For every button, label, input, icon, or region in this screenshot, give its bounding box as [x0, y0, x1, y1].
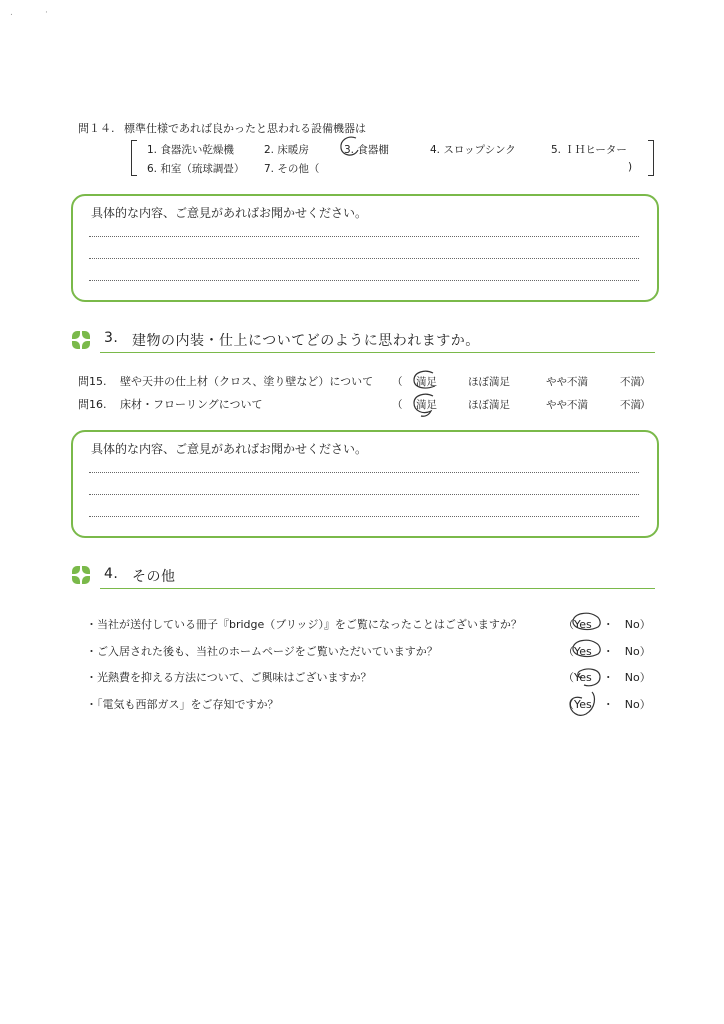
section-3-rule [100, 352, 655, 353]
handwritten-circle-mark [409, 391, 443, 419]
other-answer-1[interactable]: （Yes ・ No） [563, 618, 651, 631]
handwritten-circle-mark [409, 368, 443, 392]
section-3-title: 建物の内装・仕上についてどのように思われますか。 [132, 333, 480, 349]
other-answer-4[interactable]: （Yes ・ No） [563, 698, 651, 711]
q16-text: 床材・フローリングについて [120, 398, 263, 411]
q16-choice-dissatisfied[interactable]: 不満 [620, 399, 641, 411]
q16-open: （ [392, 399, 403, 411]
clover-leaf-icon [72, 576, 80, 584]
q14-option-4[interactable]: 4. スロップシンク [430, 144, 516, 156]
other-question-1: ・当社が送付している冊子『bridge（ブリッジ）』をご覧になったことはございますか？ [86, 618, 522, 631]
other-question-2: ・ご入居された後も、当社のホームページをご覧いただいていますか？ [86, 645, 438, 658]
q16-choice-mostly-satisfied[interactable]: ほぼ満足 [468, 399, 510, 411]
q14-option-3[interactable]: 3. 食器棚 [344, 144, 389, 156]
comment-line [89, 236, 639, 237]
clover-leaf-icon [82, 566, 90, 574]
q15-choice-mostly-satisfied[interactable]: ほぼ満足 [468, 376, 510, 388]
comment-line [89, 472, 639, 473]
other-question-3: ・光熱費を抑える方法について、ご興味はございますか？ [86, 671, 372, 684]
q15-open: （ [392, 376, 403, 388]
q14-bracket-right [648, 140, 654, 176]
comment-line [89, 280, 639, 281]
clover-leaf-icon [82, 341, 90, 349]
q14-bracket-left [131, 140, 137, 176]
q15-choice-satisfied[interactable]: 満足 [416, 376, 437, 388]
section-4-number: 4. [104, 566, 119, 582]
q14-option-7-close: ) [628, 161, 633, 173]
clover-leaf-icon [82, 576, 90, 584]
q15-label: 問15. [78, 375, 107, 388]
q15-choice-dissatisfied[interactable]: 不満 [620, 376, 641, 388]
clover-leaf-icon [72, 566, 80, 574]
comment-box-1[interactable] [71, 194, 659, 302]
other-answer-3[interactable]: （Yes ・ No） [563, 671, 651, 684]
section-4-title: その他 [132, 569, 176, 585]
comment-line [89, 258, 639, 259]
comment-box-2[interactable] [71, 430, 659, 538]
handwritten-circle-mark [566, 610, 606, 634]
corner-mark: . [10, 8, 13, 18]
q14-option-1[interactable]: 1. 食器洗い乾燥機 [147, 144, 234, 156]
q14-option-6[interactable]: 6. 和室（琉球調畳） [147, 163, 245, 175]
q14-option-7[interactable]: 7. その他（ [264, 163, 320, 175]
clover-leaf-icon [72, 331, 80, 339]
section-3-number: 3. [104, 330, 119, 346]
q16-choice-satisfied[interactable]: 満足 [416, 399, 437, 411]
section-4-rule [100, 588, 655, 589]
comment-box-title: 具体的な内容、ご意見があればお聞かせください。 [91, 206, 368, 220]
q14-label: 問１４. [78, 122, 115, 135]
handwritten-circle-mark [562, 688, 606, 720]
other-answer-2[interactable]: （Yes ・ No） [563, 645, 651, 658]
handwritten-circle-mark [336, 134, 370, 160]
q16-choice-somewhat-dissatisfied[interactable]: やや不満 [546, 399, 588, 411]
other-question-4: ・「電気も西部ガス」をご存知ですか？ [86, 698, 279, 711]
q14-text: 標準仕様であれば良かったと思われる設備機器は [124, 122, 366, 135]
q16-label: 問16. [78, 398, 107, 411]
clover-leaf-icon [82, 331, 90, 339]
q16-close: ） [640, 399, 651, 411]
corner-mark: · [45, 8, 48, 18]
clover-leaf-icon [72, 341, 80, 349]
comment-box-title: 具体的な内容、ご意見があればお聞かせください。 [91, 442, 368, 456]
q15-text: 壁や天井の仕上材（クロス、塗り壁など）について [120, 375, 374, 388]
q14-option-5[interactable]: 5. ＩＨヒーター [551, 144, 627, 156]
comment-line [89, 516, 639, 517]
handwritten-circle-mark [566, 637, 606, 661]
comment-line [89, 494, 639, 495]
q15-close: ） [640, 376, 651, 388]
q15-choice-somewhat-dissatisfied[interactable]: やや不満 [546, 376, 588, 388]
q14-option-2[interactable]: 2. 床暖房 [264, 144, 309, 156]
